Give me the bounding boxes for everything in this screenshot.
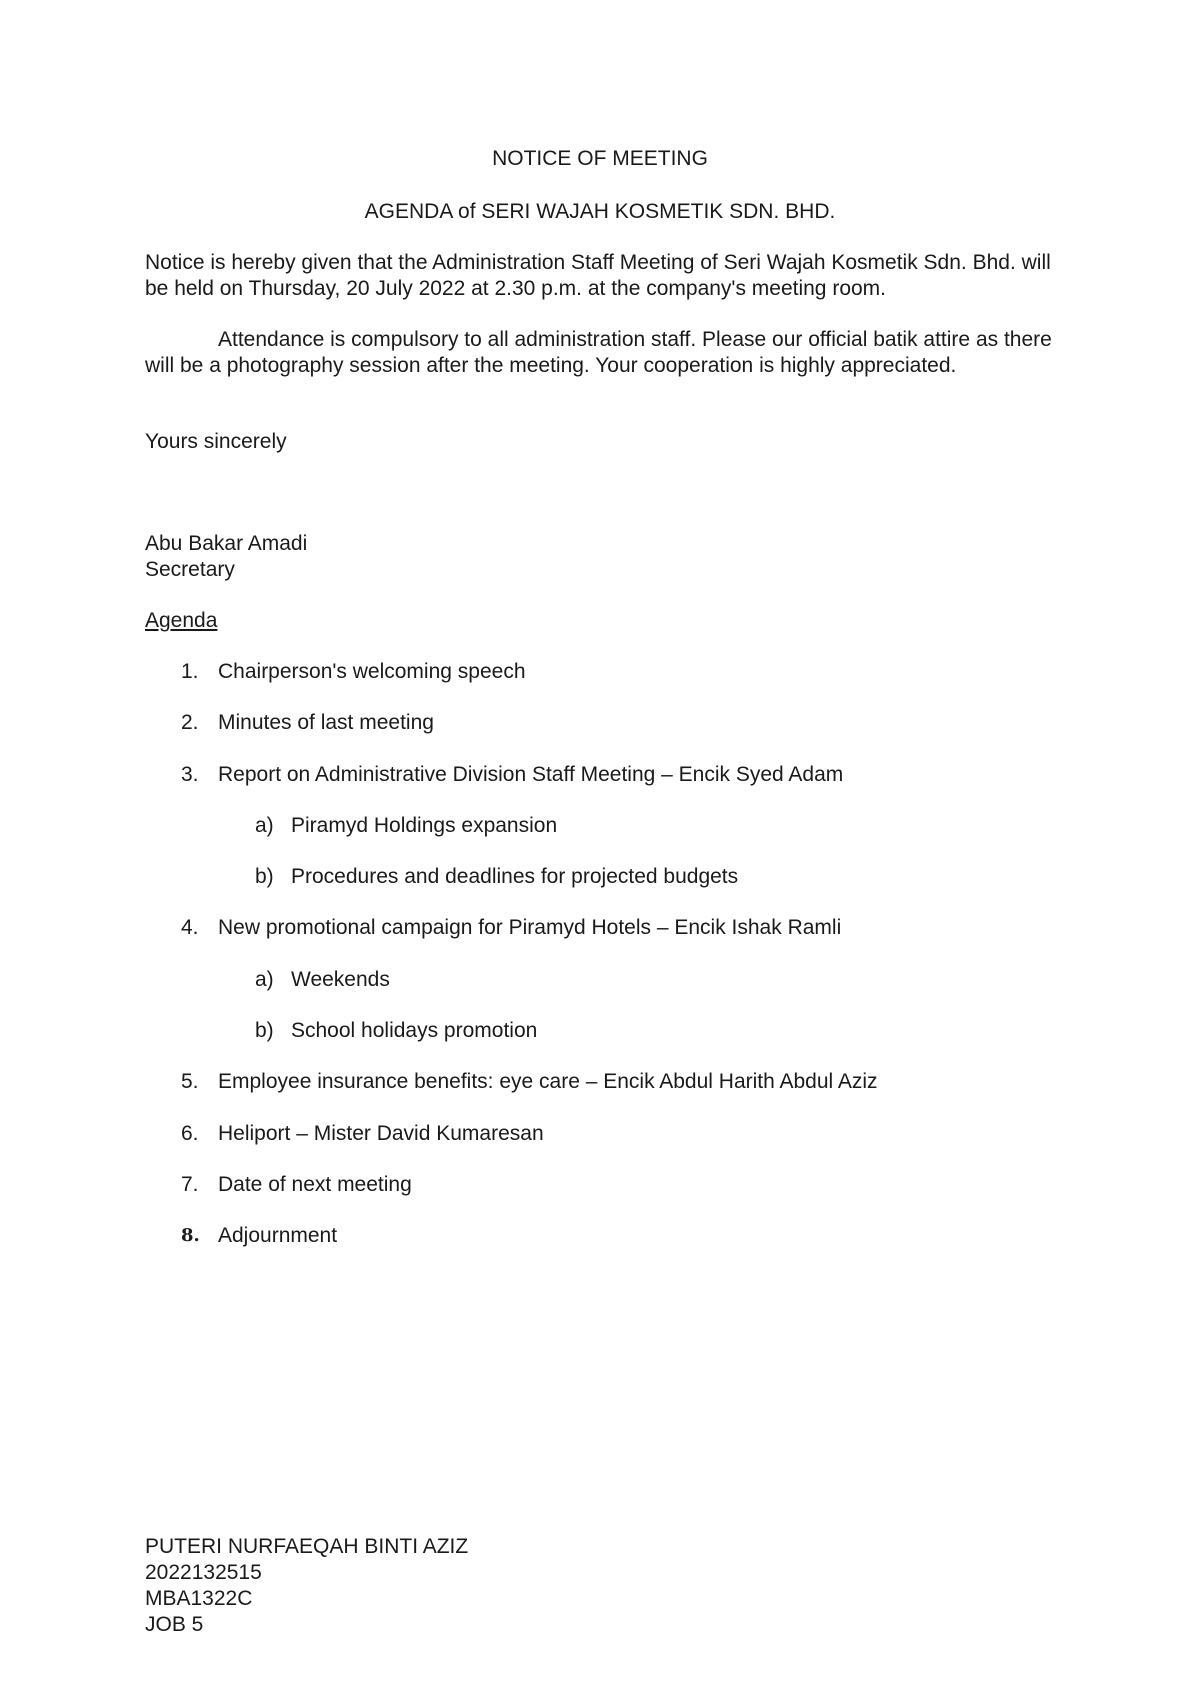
document-title: NOTICE OF MEETING: [492, 147, 708, 170]
agenda-item-number: 3.: [181, 763, 199, 786]
attendance-paragraph: Attendance is compulsory to all administration staff. Please our official batik attire as there will be a photography session after the meeting. Your cooperation is highly appreciated.: [145, 328, 1052, 377]
footer-student-name: PUTERI NURFAEQAH BINTI AZIZ: [145, 1535, 469, 1558]
agenda-item-number: 2.: [181, 711, 199, 734]
agenda-item-number: 4.: [181, 916, 199, 939]
agenda-subitem-label: b): [255, 1019, 274, 1042]
agenda-item-text: Date of next meeting: [218, 1173, 412, 1196]
agenda-heading: Agenda: [145, 609, 218, 632]
agenda-item-text: Adjournment: [218, 1224, 338, 1247]
agenda-item-text: Minutes of last meeting: [218, 711, 434, 734]
agenda-subitem-label: b): [255, 865, 274, 888]
agenda-item-number: 8.: [181, 1225, 200, 1246]
agenda-item-number: 1.: [181, 660, 199, 683]
agenda-subitem-text: School holidays promotion: [291, 1019, 538, 1042]
agenda-subitem-label: a): [255, 968, 274, 991]
signatory-role: Secretary: [145, 558, 235, 581]
agenda-subitem-text: Weekends: [291, 968, 390, 991]
footer-class-code: MBA1322C: [145, 1587, 253, 1610]
agenda-item-text: Heliport – Mister David Kumaresan: [218, 1122, 544, 1145]
agenda-item-text: New promotional campaign for Piramyd Hotels – Encik Ishak Ramli: [218, 916, 842, 939]
signatory-name: Abu Bakar Amadi: [145, 532, 308, 555]
agenda-item-number: 5.: [181, 1070, 199, 1093]
notice-paragraph: Notice is hereby given that the Administration Staff Meeting of Seri Wajah Kosmetik Sdn. Bhd. will be held on Thursday, 20 July 2022 at 2.30 p.m. at the company's meeting room.: [145, 251, 1051, 300]
footer-job-label: JOB 5: [145, 1613, 204, 1636]
agenda-item-text: Employee insurance benefits: eye care – Encik Abdul Harith Abdul Aziz: [218, 1070, 878, 1093]
agenda-item-text: Chairperson's welcoming speech: [218, 660, 526, 683]
closing-text: Yours sincerely: [145, 430, 287, 453]
document-subtitle: AGENDA of SERI WAJAH KOSMETIK SDN. BHD.: [364, 200, 836, 223]
agenda-item-text: Report on Administrative Division Staff Meeting – Encik Syed Adam: [218, 763, 844, 786]
agenda-subitem-label: a): [255, 814, 274, 837]
agenda-subitem-text: Piramyd Holdings expansion: [291, 814, 558, 837]
agenda-item-number: 7.: [181, 1173, 199, 1196]
footer-student-id: 2022132515: [145, 1561, 262, 1584]
agenda-subitem-text: Procedures and deadlines for projected budgets: [291, 865, 739, 888]
agenda-item-number: 6.: [181, 1122, 199, 1145]
